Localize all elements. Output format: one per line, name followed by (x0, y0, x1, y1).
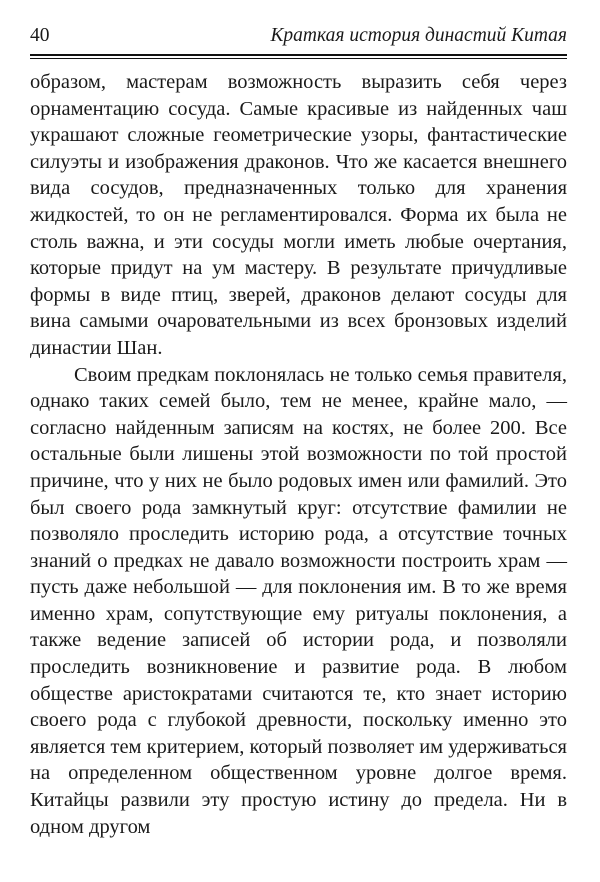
book-page (30, 24, 567, 840)
paragraph-continuation: образом, мастерам возможность выразить себя через орнаментацию сосуда. Самые красивые из найденных чаш украшают сложные геометрические узоры, фантастические силуэты и изображения драконов. Что же касается внешнего вида сосудов, предназначенных только для хранения жидкостей, то он не регламентировался. Форма их была не столь важна, и эти сосуды могли иметь любые очертания, которые придут на ум мастеру. В результате причудливые формы в виде птиц, зверей, драконов делают сосуды для вина самыми очаровательными из всех бронзовых изделий династии Шан. (30, 71, 567, 359)
running-header (30, 24, 567, 48)
running-title: Краткая история династий Китая (270, 25, 567, 46)
page-number: 40 (30, 25, 50, 46)
header-divider (30, 54, 567, 59)
body-text (30, 69, 567, 840)
paragraph-ancestor-worship: Своим предкам поклонялась не только семья правителя, однако таких семей было, тем не менее, крайне мало, — согласно найденным записям на костях, не более 200. Все остальные были лишены этой возможности по той простой причине, что у них не было родовых имен или фамилий. Это был своего рода замкнутый круг: отсутствие фамилии не позволяло проследить историю рода, а отсутствие точных знаний о предках не давало возможности построить храм — пусть даже небольшой — для поклонения им. В то же время именно храм, сопутствующие ему ритуалы поклонения, а также ведение записей об истории рода, и позволяли проследить возникновение и развитие рода. В любом обществе аристократами считаются те, кто знает историю своего рода с глубокой древности, поскольку именно это является тем критерием, который позволяет им удерживаться на определенном общественном уровне долгое время. Китайцы развили эту простую истину до предела. Ни в одном другом (30, 363, 567, 838)
